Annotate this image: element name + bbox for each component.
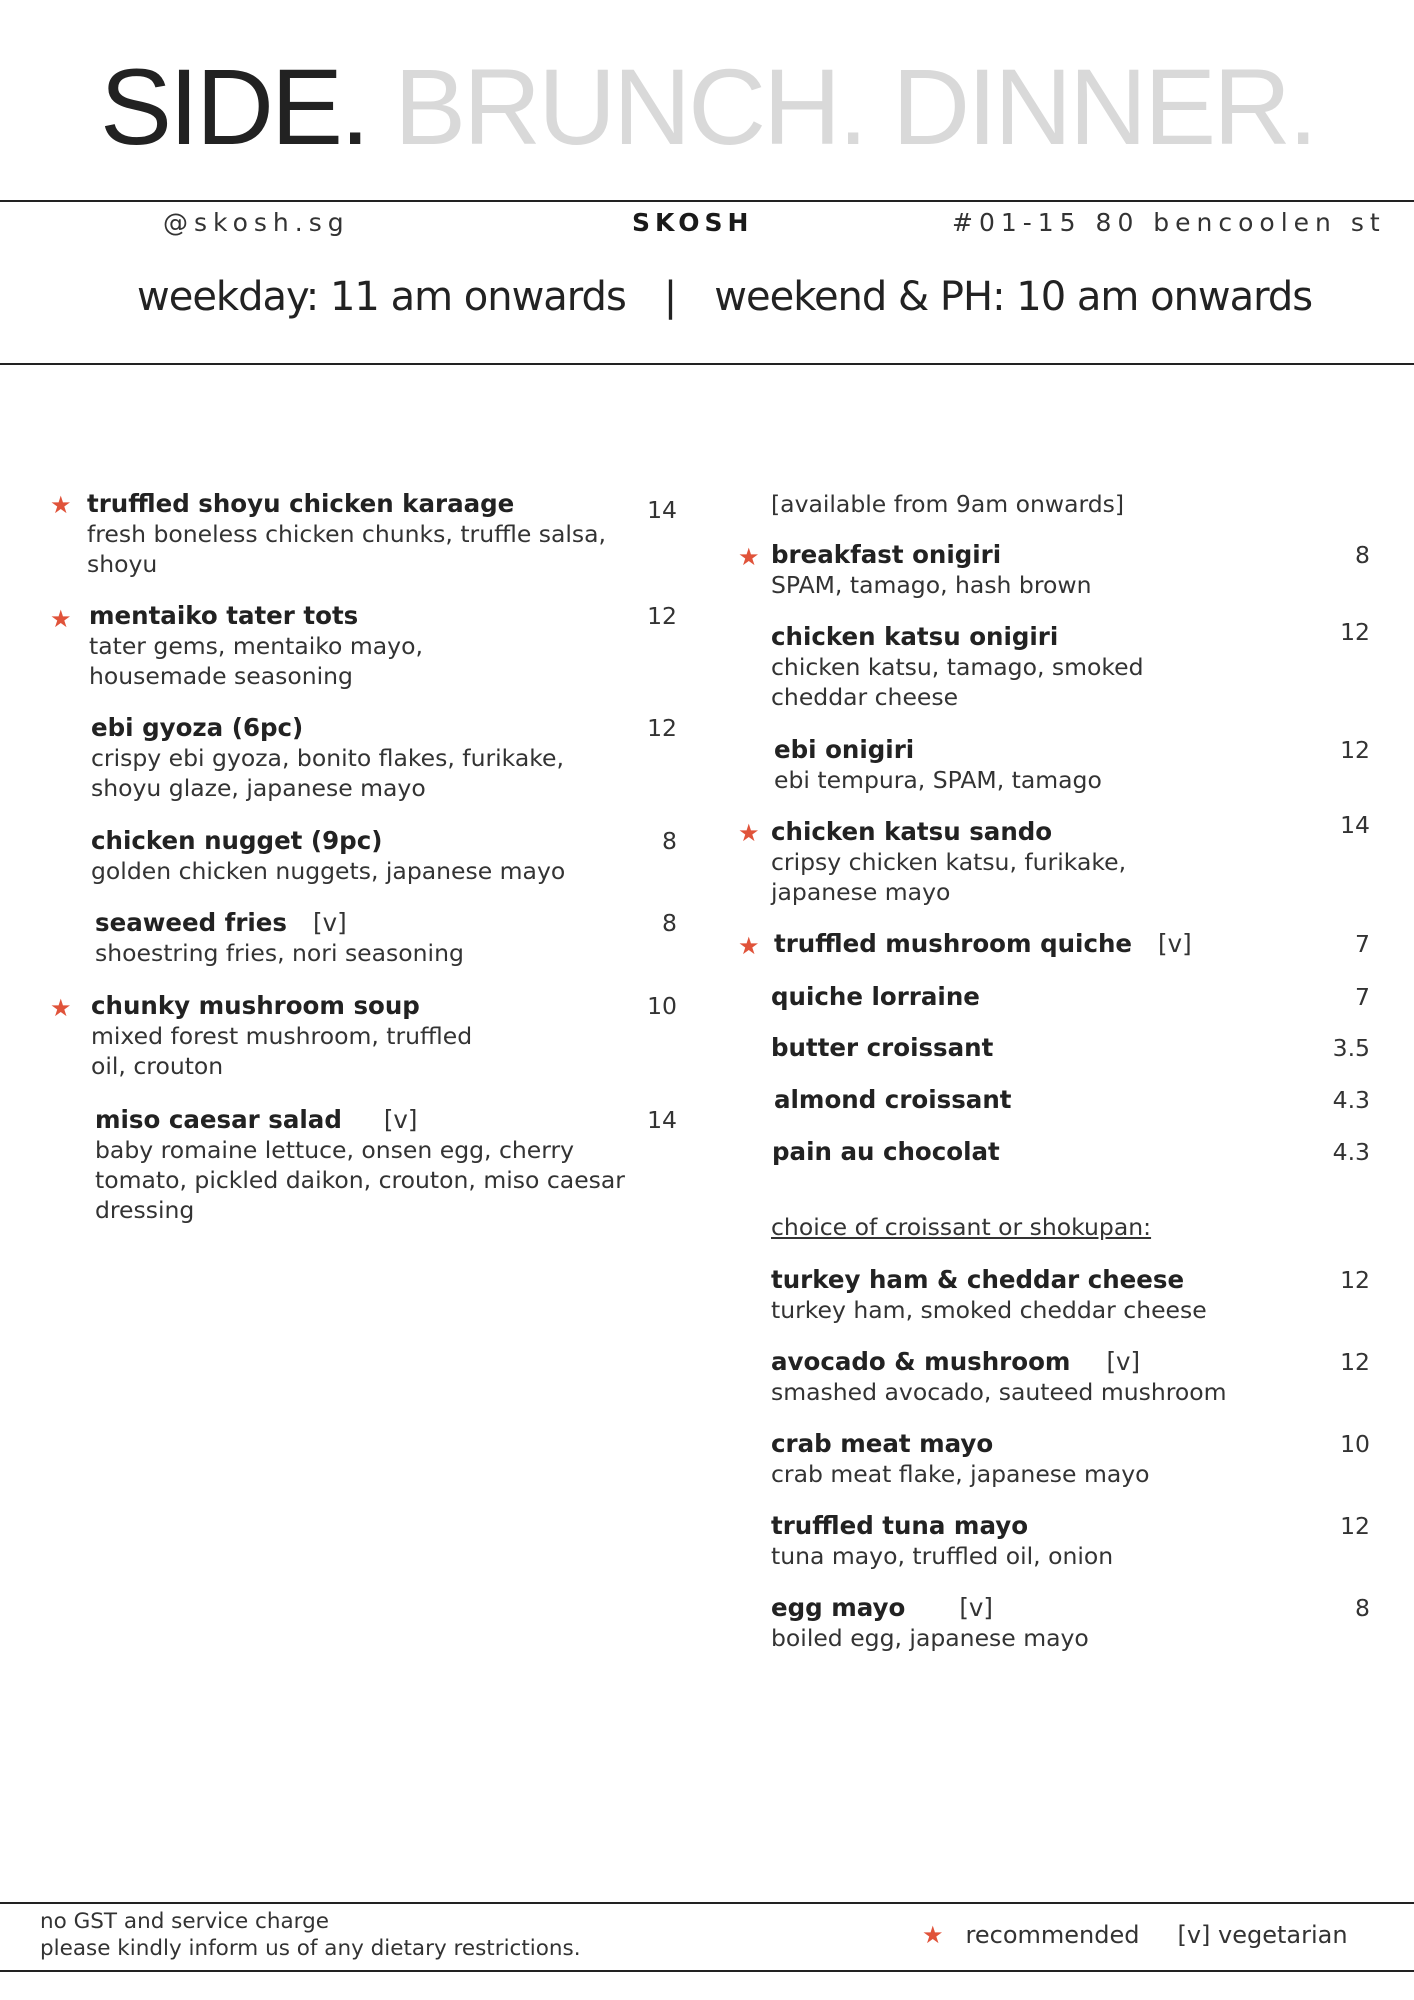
item-name: chicken katsu sando [771,817,1053,846]
item-name: chicken nugget (9pc) [91,826,383,855]
footer-top-divider [0,1902,1414,1904]
vegetarian-tag: [v] [1158,929,1192,958]
vegetarian-tag: [v] [959,1593,993,1622]
menu-item [772,1137,1000,1167]
menu-item [87,489,627,579]
item-name: ebi onigiri [774,735,915,764]
menu-item [771,1347,1271,1407]
item-name-text: truffled mushroom quiche [774,929,1133,958]
menu-item [774,1085,1012,1115]
header-top-divider [0,200,1414,202]
item-description: shoestring fries, nori seasoning [95,939,464,967]
item-name: chunky mushroom soup [91,991,420,1020]
item-price: 8 [1355,1594,1370,1622]
star-icon: ★ [50,994,72,1022]
item-description: smashed avocado, sauteed mushroom [771,1378,1227,1406]
item-name: truffled shoyu chicken karaage [87,489,515,518]
item-name: mentaiko tater tots [89,601,359,630]
menu-item [95,908,635,968]
item-name: crab meat mayo [771,1429,994,1458]
item-name: pain au chocolat [772,1137,1000,1166]
item-price: 14 [647,1106,677,1134]
item-price: 12 [647,602,677,630]
hours-separator: | [663,274,677,320]
item-price: 12 [1340,1512,1370,1540]
item-name: almond croissant [774,1085,1012,1114]
item-description: golden chicken nuggets, japanese mayo [91,857,566,885]
item-description: cripsy chicken katsu, furikake, japanese mayo [771,848,1127,906]
vegetarian-tag: [v] [313,908,347,937]
hours-weekday: weekday: 11 am onwards [137,274,626,320]
menu-item [89,601,509,691]
item-name-text: egg mayo [771,1593,906,1622]
footer-note-gst: no GST and service charge [40,1909,329,1934]
brand-name: SKOSH [632,208,754,237]
item-price: 8 [662,827,677,855]
address: #01-15 80 bencoolen st [952,208,1386,237]
choice-heading: choice of croissant or shokupan: [771,1213,1152,1241]
item-price: 12 [1340,618,1370,646]
menu-item [771,1265,1251,1325]
item-description: tuna mayo, truffled oil, onion [771,1542,1114,1570]
item-description: chicken katsu, tamago, smoked cheddar cheese [771,653,1144,711]
item-name-text: seaweed fries [95,908,288,937]
item-name: ebi gyoza (6pc) [91,713,304,742]
menu-item [771,982,980,1012]
item-name: quiche lorraine [771,982,980,1011]
vegetarian-tag: [v] [1106,1347,1141,1376]
header-bottom-divider [0,363,1414,365]
item-description: baby romaine lettuce, onsen egg, cherry tomato, pickled daikon, crouton, miso caesar dressing [95,1136,625,1224]
item-price: 4.3 [1332,1086,1370,1114]
legend [922,1921,1348,1949]
item-name-text: miso caesar salad [95,1105,342,1134]
title-side: SIDE. [100,46,368,167]
item-price: 8 [662,909,677,937]
menu-item [771,622,1211,712]
item-name-text: avocado & mushroom [771,1347,1071,1376]
item-description: fresh boneless chicken chunks, truffle salsa, shoyu [87,520,607,578]
item-price: 12 [647,714,677,742]
item-price: 10 [647,992,677,1020]
star-icon: ★ [738,932,760,960]
item-price: 8 [1355,541,1370,569]
menu-item [771,1593,1251,1653]
item-description: turkey ham, smoked cheddar cheese [771,1296,1207,1324]
item-name: truffled tuna mayo [771,1511,1029,1540]
vegetarian-tag: [v] [383,1105,418,1134]
item-name [95,908,635,938]
availability-note: [available from 9am onwards] [771,490,1125,518]
item-price: 7 [1355,930,1370,958]
menu-item [771,1511,1251,1571]
item-price: 12 [1340,736,1370,764]
item-price: 14 [647,496,677,524]
item-price: 3.5 [1332,1034,1370,1062]
menu-item [95,1105,625,1225]
item-price: 10 [1340,1430,1370,1458]
item-name: turkey ham & cheddar cheese [771,1265,1185,1294]
item-name: chicken katsu onigiri [771,622,1059,651]
star-icon: ★ [738,819,760,847]
item-description: mixed forest mushroom, truffled oil, crouton [91,1022,473,1080]
menu-item [91,826,631,886]
title-brunch-dinner: BRUNCH. DINNER. [394,46,1316,167]
item-price: 12 [1340,1348,1370,1376]
item-description: boiled egg, japanese mayo [771,1624,1089,1652]
menu-item [771,1033,993,1063]
star-icon: ★ [738,543,760,571]
menu-item [771,540,1241,600]
item-description: SPAM, tamago, hash brown [771,571,1092,599]
menu-item [91,991,491,1081]
menu-item [774,929,1244,959]
menu-item [771,1429,1251,1489]
item-name [771,1347,1271,1377]
item-name [774,929,1244,959]
item-price: 7 [1355,983,1370,1011]
menu-item [771,817,1191,907]
page-title [100,48,1315,167]
star-icon: ★ [50,491,72,519]
item-price: 4.3 [1332,1138,1370,1166]
item-price: 14 [1340,811,1370,839]
item-name: breakfast onigiri [771,540,1002,569]
item-name [95,1105,625,1135]
menu-item [774,735,1244,795]
item-price: 12 [1340,1266,1370,1294]
footer-bottom-divider [0,1970,1414,1972]
item-description: ebi tempura, SPAM, tamago [774,766,1102,794]
instagram-handle: @skosh.sg [163,208,350,237]
menu-item [91,713,611,803]
legend-recommended: recommended [965,1921,1140,1949]
item-name: butter croissant [771,1033,994,1062]
star-icon: ★ [50,605,72,633]
item-description: crab meat flake, japanese mayo [771,1460,1150,1488]
hours-weekend: weekend & PH: 10 am onwards [714,274,1313,320]
footer-note-dietary: please kindly inform us of any dietary restrictions. [40,1936,581,1961]
opening-hours [137,274,1312,320]
item-name [771,1593,1251,1623]
item-description: tater gems, mentaiko mayo, housemade seasoning [89,632,423,690]
legend-vegetarian: [v] vegetarian [1177,1921,1348,1949]
item-description: crispy ebi gyoza, bonito flakes, furikake, shoyu glaze, japanese mayo [91,744,564,802]
star-icon: ★ [922,1921,944,1949]
